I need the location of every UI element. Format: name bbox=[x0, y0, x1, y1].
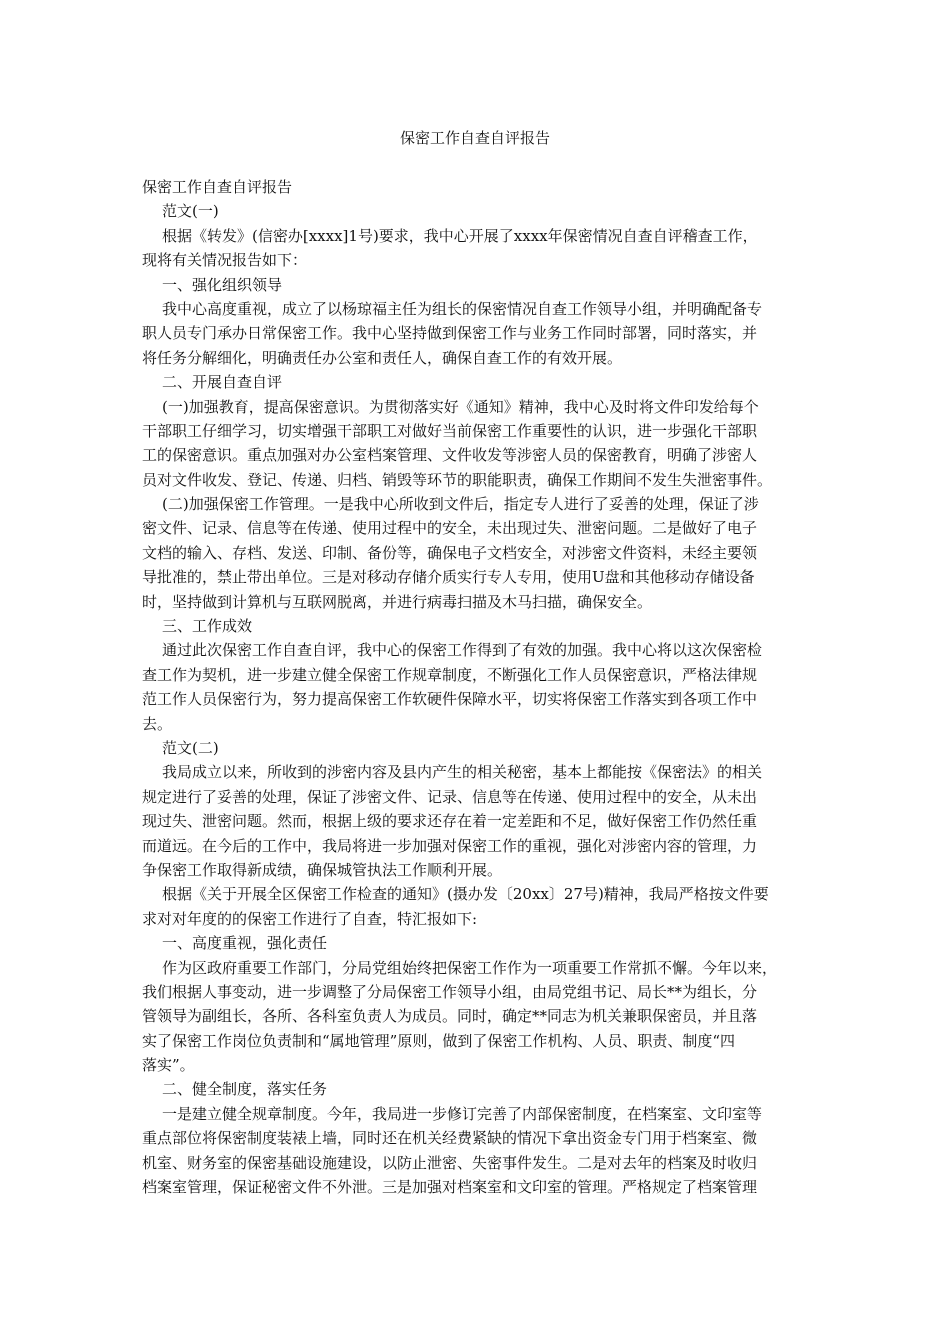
text-line: (一)加强教育，提高保密意识。为贯彻落实好《通知》精神，我中心及时将文件印发给每个 bbox=[162, 397, 759, 416]
text-line: 员对文件收发、登记、传递、归档、销毁等环节的职能职责，确保工作期间不发生失泄密事件。 bbox=[142, 470, 773, 489]
text-line: 管领导为副组长，各所、各科室负责人为成员。同时，确定**同志为机关兼职保密员，并且落 bbox=[142, 1007, 758, 1026]
text-line: 将任务分解细化，明确责任办公室和责任人，确保自查工作的有效开展。 bbox=[142, 348, 623, 367]
text-line: 工的保密意识。重点加强对办公室档案管理、文件收发等涉密人员的保密教育，明确了涉密人 bbox=[142, 446, 758, 465]
text-line: 一是建立健全规章制度。今年，我局进一步修订完善了内部保密制度，在档案室、文印室等 bbox=[162, 1104, 763, 1123]
text-line: 档案室管理，保证秘密文件不外泄。三是加强对档案室和文印室的管理。严格规定了档案管理 bbox=[142, 1178, 758, 1197]
text-line: 二、健全制度，落实任务 bbox=[162, 1080, 328, 1099]
text-line: (二)加强保密工作管理。一是我中心所收到文件后，指定专人进行了妥善的处理，保证了涉 bbox=[162, 495, 759, 514]
text-line: 范工作人员保密行为，努力提高保密工作软硬件保障水平，切实将保密工作落实到各项工作中 bbox=[142, 690, 758, 709]
text-line: 去。 bbox=[142, 714, 173, 733]
text-line: 文档的输入、存档、发送、印制、备份等，确保电子文档安全，对涉密文件资料，未经主要领 bbox=[142, 543, 758, 562]
text-line: 保密工作自查自评报告 bbox=[142, 178, 293, 196]
text-line: 三、工作成效 bbox=[162, 617, 253, 636]
text-line: 查工作为契机，进一步建立健全保密工作规章制度，不断强化工作人员保密意识，严格法律规 bbox=[142, 665, 758, 684]
text-line: 范文(一) bbox=[162, 202, 219, 221]
text-line: 争保密工作取得新成绩，确保城管执法工作顺利开展。 bbox=[142, 860, 503, 879]
text-line: 规定进行了妥善的处理，保证了涉密文件、记录、信息等在传递、使用过程中的安全，从未出 bbox=[142, 787, 758, 806]
text-line: 我中心高度重视，成立了以杨琼福主任为组长的保密情况自查工作领导小组，并明确配备专 bbox=[162, 299, 763, 318]
text-line: 干部职工仔细学习，切实增强干部职工对做好当前保密工作重要性的认识，进一步强化干部职 bbox=[142, 421, 758, 440]
document-body bbox=[142, 175, 806, 1199]
text-line: 范文(二) bbox=[162, 738, 219, 757]
text-line: 落实”。 bbox=[142, 1056, 195, 1075]
text-line: 密文件、记录、信息等在传递、使用过程中的安全，未出现过失、泄密问题。二是做好了电子 bbox=[142, 519, 758, 538]
text-line: 机室、财务室的保密基础设施建设，以防止泄密、失密事件发生。二是对去年的档案及时收归 bbox=[142, 1153, 758, 1172]
text-line: 一、强化组织领导 bbox=[162, 275, 283, 294]
text-line: 二、开展自查自评 bbox=[162, 373, 283, 392]
text-line: 现过失、泄密问题。然而，根据上级的要求还存在着一定差距和不足，做好保密工作仍然任重 bbox=[142, 812, 758, 831]
text-line: 我们根据人事变动，进一步调整了分局保密工作领导小组，由局党组书记、局长**为组长，分 bbox=[142, 982, 758, 1001]
text-line: 一、高度重视，强化责任 bbox=[162, 934, 328, 953]
text-line: 通过此次保密工作自查自评，我中心的保密工作得到了有效的加强。我中心将以这次保密检 bbox=[162, 641, 763, 660]
text-line: 现将有关情况报告如下： bbox=[142, 251, 308, 270]
document-title: 保密工作自查自评报告 bbox=[399, 129, 550, 147]
text-line: 求对对年度的的保密工作进行了自查，特汇报如下: bbox=[142, 909, 478, 928]
text-line: 作为区政府重要工作部门，分局党组始终把保密工作作为一项重要工作常抓不懈。今年以来， bbox=[162, 958, 778, 977]
text-line: 导批准的，禁止带出单位。三是对移动存储介质实行专人专用，使用U盘和其他移动存储设备 bbox=[142, 568, 755, 587]
text-line: 而道远。在今后的工作中，我局将进一步加强对保密工作的重视，强化对涉密内容的管理，力 bbox=[142, 836, 758, 855]
text-line: 根据《转发》(信密办[xxxx]1号)要求，我中心开展了xxxx年保密情况自查自评稽查工作， bbox=[162, 226, 758, 245]
text-line: 实了保密工作岗位负责制和“属地管理”原则，做到了保密工作机构、人员、职责、制度“四 bbox=[142, 1031, 736, 1050]
text-line: 职人员专门承办日常保密工作。我中心坚持做到保密工作与业务工作同时部署，同时落实，并 bbox=[142, 324, 758, 343]
text-line: 时，坚持做到计算机与互联网脱离，并进行病毒扫描及木马扫描，确保安全。 bbox=[142, 592, 653, 611]
text-line: 根据《关于开展全区保密工作检查的通知》(摄办发〔20xx〕27号)精神，我局严格按文件要 bbox=[162, 885, 769, 904]
text-line: 我局成立以来，所收到的涉密内容及县内产生的相关秘密，基本上都能按《保密法》的相关 bbox=[162, 763, 763, 782]
text-line: 重点部位将保密制度装裱上墙，同时还在机关经费紧缺的情况下拿出资金专门用于档案室、微 bbox=[142, 1129, 758, 1148]
